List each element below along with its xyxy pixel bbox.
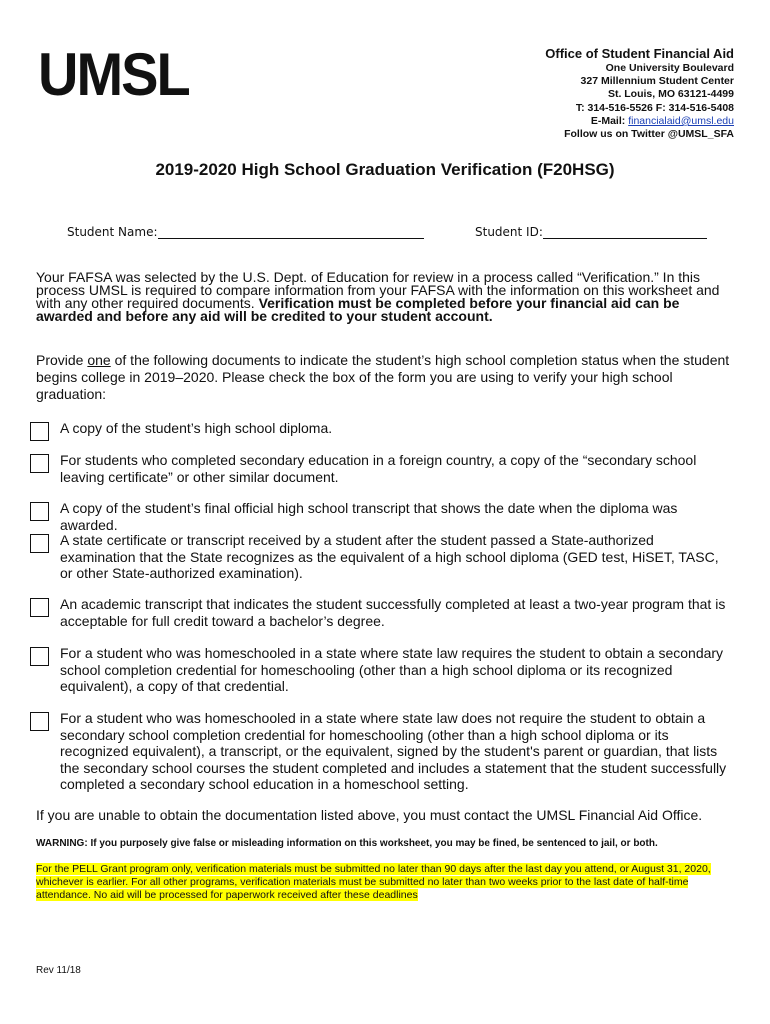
deadline-notice	[36, 863, 736, 902]
phone-fax: T: 314-516-5526 F: 314-516-5408	[575, 101, 734, 114]
student-name-input-line[interactable]	[158, 224, 424, 239]
option-homeschool-credential	[30, 645, 730, 695]
intro-bold-text: Verification must be completed before your financial aid can be awarded and before any aid will be credited to your student account.	[36, 295, 680, 324]
intro-text: Your FAFSA was selected by the U.S. Dept. of Education for review in a process called “Verification.” In this process UMSL is required to compare information from your FAFSA with the information on this worksheet and with any other required documents.	[36, 269, 720, 311]
revision-label: Rev 11/18	[36, 965, 81, 976]
option-text: An academic transcript that indicates the student successfully completed at least a two-year program that is acceptable for full credit toward a bachelor’s degree.	[60, 596, 726, 629]
option-foreign-certificate	[30, 452, 730, 485]
office-title: Office of Student Financial Aid	[545, 46, 734, 61]
option-text: For a student who was homeschooled in a state where state law does not require the student to obtain a secondary school completion credential for homeschooling (other than a high school diploma or its recognized equivalent), a transcript, or the equivalent, signed by the student's parent or guardian, that lists the secondary school courses the student completed and includes a statement that the student successfully completed a secondary school education in a homeschool setting.	[60, 710, 727, 792]
twitter-line: Follow us on Twitter @UMSL_SFA	[564, 128, 734, 141]
provide-underlined: one	[87, 352, 111, 368]
student-id-field	[475, 224, 707, 239]
provide-text-before: Provide	[36, 352, 88, 368]
option-academic-transcript	[30, 596, 730, 629]
option-text: A copy of the student’s final official high school transcript that shows the date when the diploma was awarded.	[60, 500, 678, 533]
student-name-label: Student Name:	[67, 225, 158, 239]
option-homeschool-transcript	[30, 710, 730, 793]
checkbox[interactable]	[30, 647, 49, 666]
email-label: E-Mail:	[590, 114, 629, 127]
contact-statement: If you are unable to obtain the documentation listed above, you must contact the UMSL Financial Aid Office.	[36, 807, 703, 823]
checkbox[interactable]	[30, 534, 49, 553]
option-state-certificate	[30, 532, 730, 582]
provide-text-after: of the following documents to indicate the student’s high school completion status when the student begins college in 2019–2020. Please check the box of the form you are using to verify your high school graduation:	[36, 352, 730, 402]
option-diploma	[30, 420, 730, 441]
email-link[interactable]: financialaid@umsl.edu	[628, 114, 734, 127]
email-line	[545, 115, 734, 128]
checkbox[interactable]	[30, 454, 49, 473]
page-title: 2019-2020 High School Graduation Verification (F20HSG)	[155, 160, 615, 179]
option-text: A copy of the student’s high school diploma.	[60, 420, 333, 436]
warning-statement: WARNING: If you purposely give false or misleading information on this worksheet, you may be fined, be sentenced to jail, or both.	[36, 838, 658, 849]
option-text: For a student who was homeschooled in a state where state law requires the student to obtain a secondary school completion credential for homeschooling (other than a high school diploma or its recognized equivalent), a copy of that credential.	[60, 645, 724, 694]
address-line-2: 327 Millennium Student Center	[580, 75, 734, 88]
provide-paragraph	[36, 352, 730, 403]
umsl-logo: UMSL	[38, 39, 189, 108]
option-text: For students who completed secondary education in a foreign country, a copy of the “secondary school leaving certificate” or other similar document.	[60, 452, 697, 485]
deadline-notice-text: For the PELL Grant program only, verification materials must be submitted no later than 90 days after the last day you attend, or August 31, 2020, whichever is earlier. For all other programs, verification materials must be submitted no later than two weeks prior to the last date of half-time attendance. No aid will be processed for paperwork received after these deadlines	[36, 863, 711, 901]
address-line-1: One University Boulevard	[605, 62, 734, 74]
checkbox[interactable]	[30, 712, 49, 731]
address-line-3: St. Louis, MO 63121-4499	[607, 88, 734, 101]
student-id-label: Student ID:	[475, 225, 543, 239]
student-name-field	[67, 224, 424, 239]
option-transcript	[30, 500, 730, 533]
option-text: A state certificate or transcript received by a student after the student passed a State-authorized examination that the State recognizes as the equivalent of a high school diploma (GED test, HiSET, TASC, or other State-authorized examination).	[60, 532, 719, 581]
student-id-input-line[interactable]	[543, 224, 707, 239]
checkbox[interactable]	[30, 422, 49, 441]
office-contact-block	[545, 46, 734, 141]
checkbox[interactable]	[30, 502, 49, 521]
intro-paragraph	[36, 271, 730, 323]
checkbox[interactable]	[30, 598, 49, 617]
